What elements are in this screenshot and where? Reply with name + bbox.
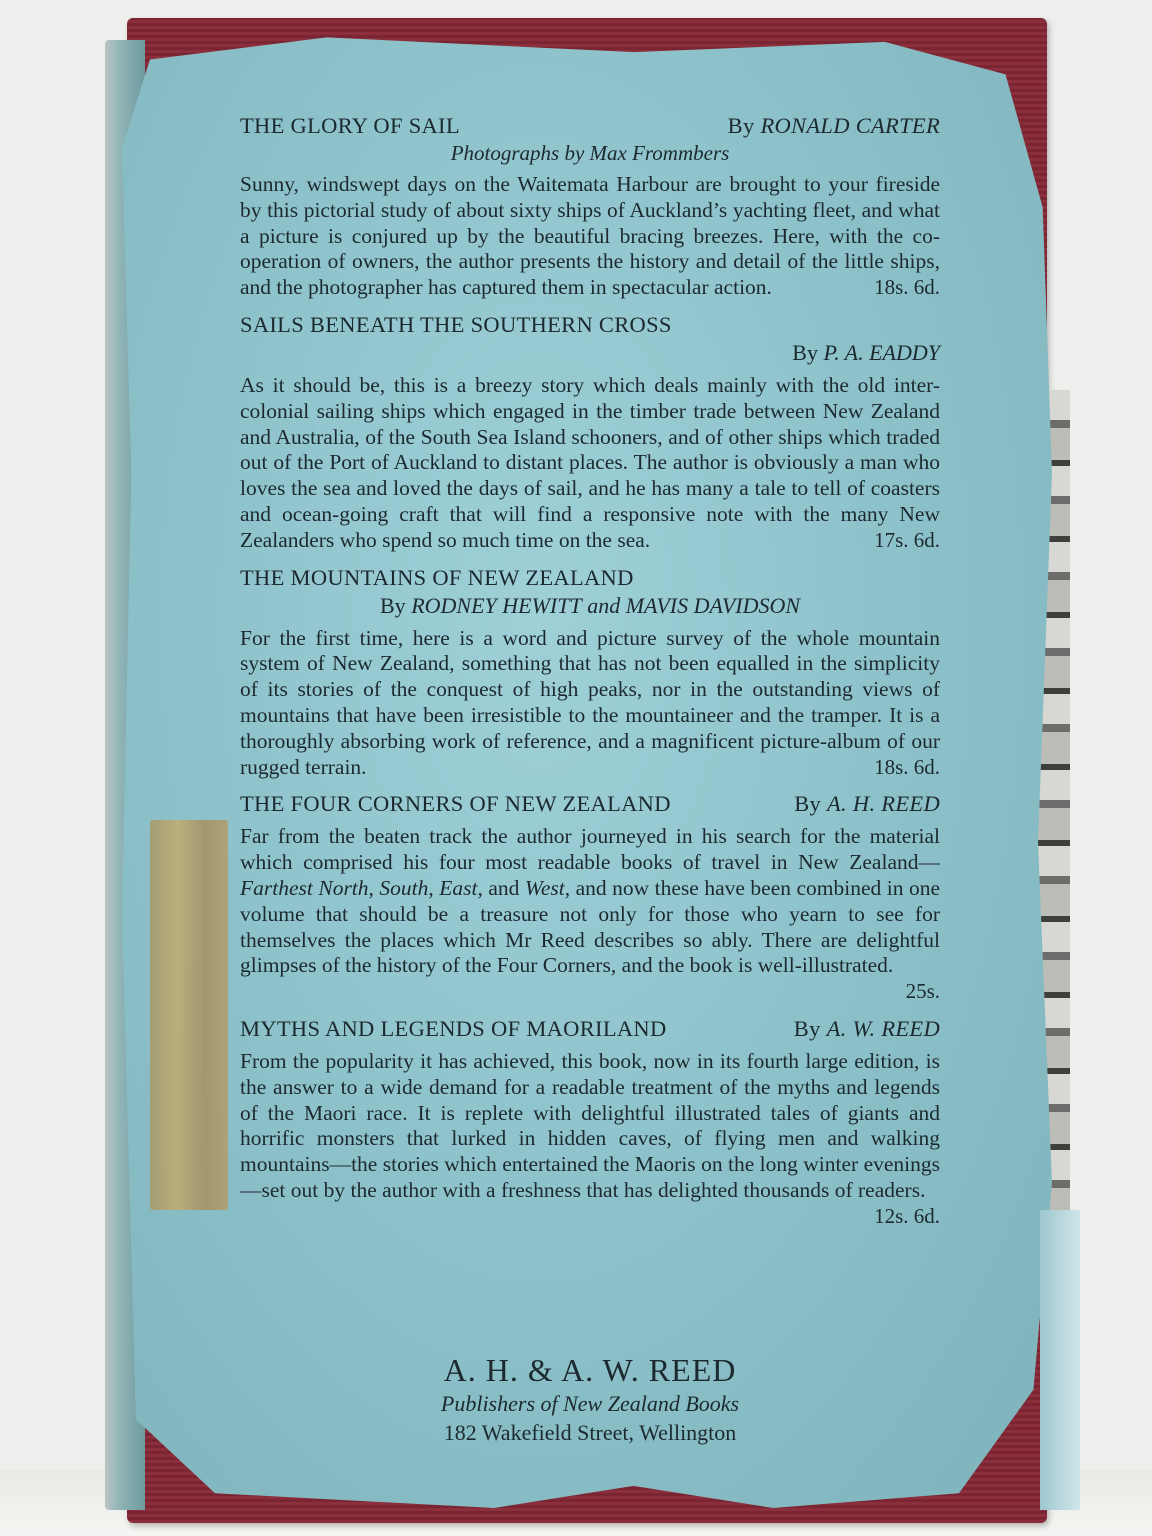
book-description: [240, 824, 940, 1005]
author-name: A. W. REED: [826, 1015, 940, 1041]
description-text-end: , and now these have been combined in one volume that should be a treasure not only for those who yearn to see for themselves the places which Mr Reed describes so ably. There are delightful glimpses of the history of the Four Corners, and the book is well-illustrated.: [240, 875, 941, 978]
separator: , and: [477, 875, 525, 900]
book-list: [240, 112, 940, 1240]
book-entry-four-corners: [240, 790, 940, 1005]
publisher-block: [240, 1350, 940, 1448]
book-price: 17s. 6d.: [874, 527, 940, 552]
book-ref-farthest-north: Farthest North: [240, 875, 369, 900]
description-text: As it should be, this is a breezy story which deals mainly with the old inter-colonial sailing ships which engaged in the timber trade between New Zealand and Australia, of the South Sea Island schooners, and of other ships which traded out of the Port of Auckland to distant places. The author is obviously a man who loves the sea and loved the days of sail, and he has many a tale to tell of coasters and ocean-going craft that will find a responsive note with the many New Zealanders who spend so much time on the sea.: [240, 372, 940, 552]
book-ref-south: South: [379, 875, 429, 900]
by-label: By: [380, 592, 406, 618]
byline: [728, 112, 940, 140]
author-name: RONALD CARTER: [760, 113, 940, 138]
book-title: THE MOUNTAINS OF NEW ZEALAND: [240, 564, 634, 590]
publisher-tagline: Publishers of New Zealand Books: [440, 1391, 740, 1416]
book-title: MYTHS AND LEGENDS OF MAORILAND: [240, 1015, 667, 1041]
entry-heading: [240, 564, 940, 592]
byline: [240, 592, 940, 620]
book-description: [240, 172, 940, 301]
repair-tape: [150, 820, 228, 1210]
book-description: [240, 626, 940, 781]
by-label: By: [792, 339, 818, 365]
description-text: For the first time, here is a word and picture survey of the whole mountain system of New Zealand, something that has not been equalled in the simplicity of its stories of the conquest of high peaks, nor in the outstanding views of mountains that have been irresistible to the mountaineer and the tramper. It is a thoroughly absorbing work of reference, and a magnificent picture-album of our rugged terrain.: [240, 625, 940, 779]
book-price: 25s.: [905, 979, 940, 1004]
book-entry-sails-beneath: [240, 311, 940, 554]
book-entry-mountains: [240, 564, 940, 781]
byline: [794, 790, 940, 818]
jacket-right-edge: [1040, 1210, 1080, 1510]
description-text: Sunny, windswept days on the Waitemata Harbour are brought to your fireside by this pictorial study of about sixty ships of Auckland’s yachting fleet, and what a picture is conjured up by the beautiful bracing breezes. Here, with the co-operation of owners, the author presents the history and detail of the little ships, and the photographer has captured them in spectacular action.: [240, 172, 940, 300]
and-label: and: [587, 592, 621, 618]
book-title: THE GLORY OF SAIL: [240, 113, 460, 138]
byline: [794, 1015, 940, 1043]
entry-heading: [240, 790, 940, 818]
entry-heading: [240, 1015, 940, 1043]
description-text: From the popularity it has achieved, this book, now in its fourth large edition, is the answer to a wide demand for a readable treatment of the myths and legends of the Maori race. It is replete with delightful illustrated tales of giants and horrific monsters that lurked in hidden caves, of flying men and walking mountains—the stories which entertained the Maoris on the long winter evenings—set out by the author with a freshness that has delighted thousands of readers.: [240, 1048, 940, 1202]
author-name: P. A. EADDY: [823, 339, 940, 365]
publisher-address: 182 Wakefield Street, Wellington: [443, 1420, 737, 1445]
book-description: [240, 1049, 940, 1230]
book-title: THE FOUR CORNERS OF NEW ZEALAND: [240, 791, 671, 817]
by-label: By: [794, 791, 822, 817]
separator: ,: [368, 875, 380, 900]
book-description: [240, 373, 940, 554]
book-price: 18s. 6d.: [874, 275, 940, 300]
author-name-2: MAVIS DAVIDSON: [625, 592, 801, 618]
book-price: 18s. 6d.: [874, 754, 940, 779]
by-label: By: [793, 1015, 821, 1041]
book-price: 12s. 6d.: [874, 1203, 940, 1228]
author-name: RODNEY HEWITT: [411, 592, 582, 618]
entry-heading: [240, 311, 940, 339]
author-name: A. H. REED: [827, 791, 940, 817]
by-label: By: [727, 113, 755, 138]
entry-heading: [240, 112, 940, 140]
book-entry-glory-of-sail: [240, 112, 940, 301]
book-ref-west: West: [524, 875, 565, 900]
byline: [240, 339, 940, 367]
book-entry-myths-legends: [240, 1015, 940, 1230]
publisher-name: A. H. & A. W. REED: [443, 1352, 737, 1388]
book-title: SAILS BENEATH THE SOUTHERN CROSS: [240, 311, 672, 337]
photographer-credit: Photographs by Max Frommbers: [450, 141, 730, 165]
description-text-start: Far from the beaten track the author journeyed in his search for the material which comprised his four most readable books of travel in New Zealand—: [240, 824, 940, 875]
book-ref-east: East: [439, 875, 478, 900]
separator: ,: [428, 875, 440, 900]
